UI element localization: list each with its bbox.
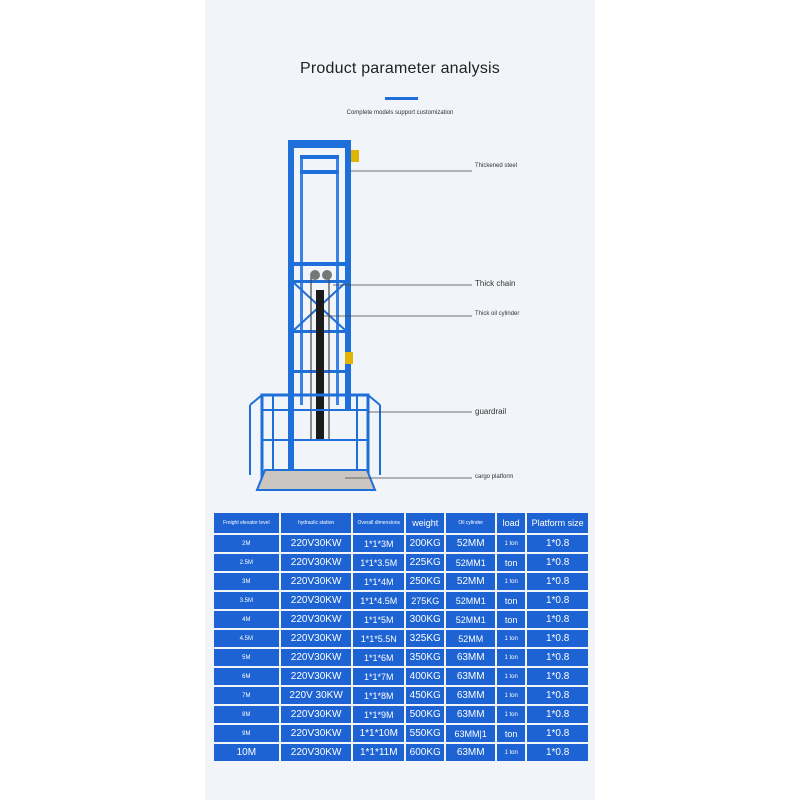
cell-cylinder: 52MM [446,630,495,647]
cell-dimensions: 1*1*5.5N [353,630,404,647]
cell-weight: 325KG [406,630,444,647]
cell-hydraulic: 220V30KW [281,592,352,609]
cell-cylinder: 63MM [446,706,495,723]
cell-dimensions: 1*1*9M [353,706,404,723]
cell-cylinder: 63MM|1 [446,725,495,742]
header-hydraulic: hydraulic station [281,513,352,533]
cell-cylinder: 63MM [446,744,495,761]
cell-weight: 450KG [406,687,444,704]
cell-level: 7M [214,687,279,704]
callout-guardrail: guardrail [475,407,507,416]
cell-platform: 1*0.8 [527,573,588,590]
cell-platform: 1*0.8 [527,744,588,761]
cell-load: ton [497,725,525,742]
cell-load: ton [497,611,525,628]
cell-load: ton [497,592,525,609]
page-subtitle: Complete models support customization [346,110,454,116]
cell-dimensions: 1*1*7M [353,668,404,685]
cell-dimensions: 1*1*4.5M [353,592,404,609]
cell-load: 1 ton [497,706,525,723]
cell-platform: 1*0.8 [527,706,588,723]
table-row [214,668,588,685]
table-row [214,744,588,761]
parameter-table [212,511,590,763]
header-dimensions: Overall dimensions [353,513,404,533]
cell-level: 4.5M [214,630,279,647]
cell-hydraulic: 220V30KW [281,630,352,647]
table-row [214,573,588,590]
cell-load: 1 ton [497,744,525,761]
cell-cylinder: 52MM1 [446,592,495,609]
cell-cylinder: 52MM [446,573,495,590]
cell-level: 9M [214,725,279,742]
cell-cylinder: 52MM1 [446,554,495,571]
header-cylinder: Oil cylinder [446,513,495,533]
callout-cargo-platform: cargo platform [475,474,514,480]
cell-load: 1 ton [497,649,525,666]
table-row [214,535,588,552]
cell-weight: 250KG [406,573,444,590]
elevator-illustration [205,0,595,510]
page-title: Product parameter analysis [300,60,500,77]
cell-weight: 275KG [406,592,444,609]
cell-load: 1 ton [497,535,525,552]
cell-hydraulic: 220V30KW [281,554,352,571]
cell-platform: 1*0.8 [527,535,588,552]
table-row [214,554,588,571]
cell-cylinder: 63MM [446,649,495,666]
cell-weight: 500KG [406,706,444,723]
table-row [214,649,588,666]
header-weight: weight [406,513,444,533]
cell-dimensions: 1*1*8M [353,687,404,704]
cell-dimensions: 1*1*4M [353,573,404,590]
cell-platform: 1*0.8 [527,630,588,647]
cell-weight: 225KG [406,554,444,571]
table-row [214,592,588,609]
callout-thickened-steel: Thickened steel [475,163,518,169]
cell-hydraulic: 220V30KW [281,668,352,685]
callout-thick-oil-cylinder: Thick oil cylinder [475,311,520,317]
cell-platform: 1*0.8 [527,611,588,628]
cell-hydraulic: 220V30KW [281,649,352,666]
cell-cylinder: 52MM [446,535,495,552]
cell-weight: 350KG [406,649,444,666]
cell-weight: 400KG [406,668,444,685]
cell-weight: 300KG [406,611,444,628]
cell-platform: 1*0.8 [527,725,588,742]
cell-load: 1 ton [497,687,525,704]
table-row [214,706,588,723]
cell-platform: 1*0.8 [527,592,588,609]
cell-platform: 1*0.8 [527,649,588,666]
cell-level: 5M [214,649,279,666]
cell-level: 10M [214,744,279,761]
cell-platform: 1*0.8 [527,687,588,704]
cell-level: 3M [214,573,279,590]
cell-level: 2.5M [214,554,279,571]
cell-hydraulic: 220V 30KW [281,687,352,704]
cell-cylinder: 63MM [446,687,495,704]
table-row [214,687,588,704]
cell-weight: 200KG [406,535,444,552]
callout-thick-chain: Thick chain [475,279,516,288]
cell-dimensions: 1*1*3M [353,535,404,552]
cell-cylinder: 63MM [446,668,495,685]
table-row [214,630,588,647]
cell-hydraulic: 220V30KW [281,535,352,552]
cell-hydraulic: 220V30KW [281,744,352,761]
cell-cylinder: 52MM1 [446,611,495,628]
cell-weight: 600KG [406,744,444,761]
cell-dimensions: 1*1*6M [353,649,404,666]
cell-hydraulic: 220V30KW [281,725,352,742]
cell-dimensions: 1*1*11M [353,744,404,761]
cargo-platform [257,470,375,490]
cell-load: 1 ton [497,668,525,685]
table-row [214,725,588,742]
table-header-row [214,513,588,533]
header-level: Freight elevator level [214,513,279,533]
table-row [214,611,588,628]
cell-load: 1 ton [497,630,525,647]
cell-dimensions: 1*1*10M [353,725,404,742]
cell-hydraulic: 220V30KW [281,706,352,723]
cell-load: 1 ton [497,573,525,590]
cell-load: ton [497,554,525,571]
cell-level: 2M [214,535,279,552]
cell-level: 4M [214,611,279,628]
cell-level: 8M [214,706,279,723]
oil-cylinder [316,290,324,440]
header-platform: Platform size [527,513,588,533]
cell-dimensions: 1*1*5M [353,611,404,628]
cell-hydraulic: 220V30KW [281,611,352,628]
cell-platform: 1*0.8 [527,668,588,685]
cell-weight: 550KG [406,725,444,742]
header-load: load [497,513,525,533]
cell-level: 3.5M [214,592,279,609]
cell-dimensions: 1*1*3.5M [353,554,404,571]
cell-level: 6M [214,668,279,685]
cell-platform: 1*0.8 [527,554,588,571]
cell-hydraulic: 220V30KW [281,573,352,590]
